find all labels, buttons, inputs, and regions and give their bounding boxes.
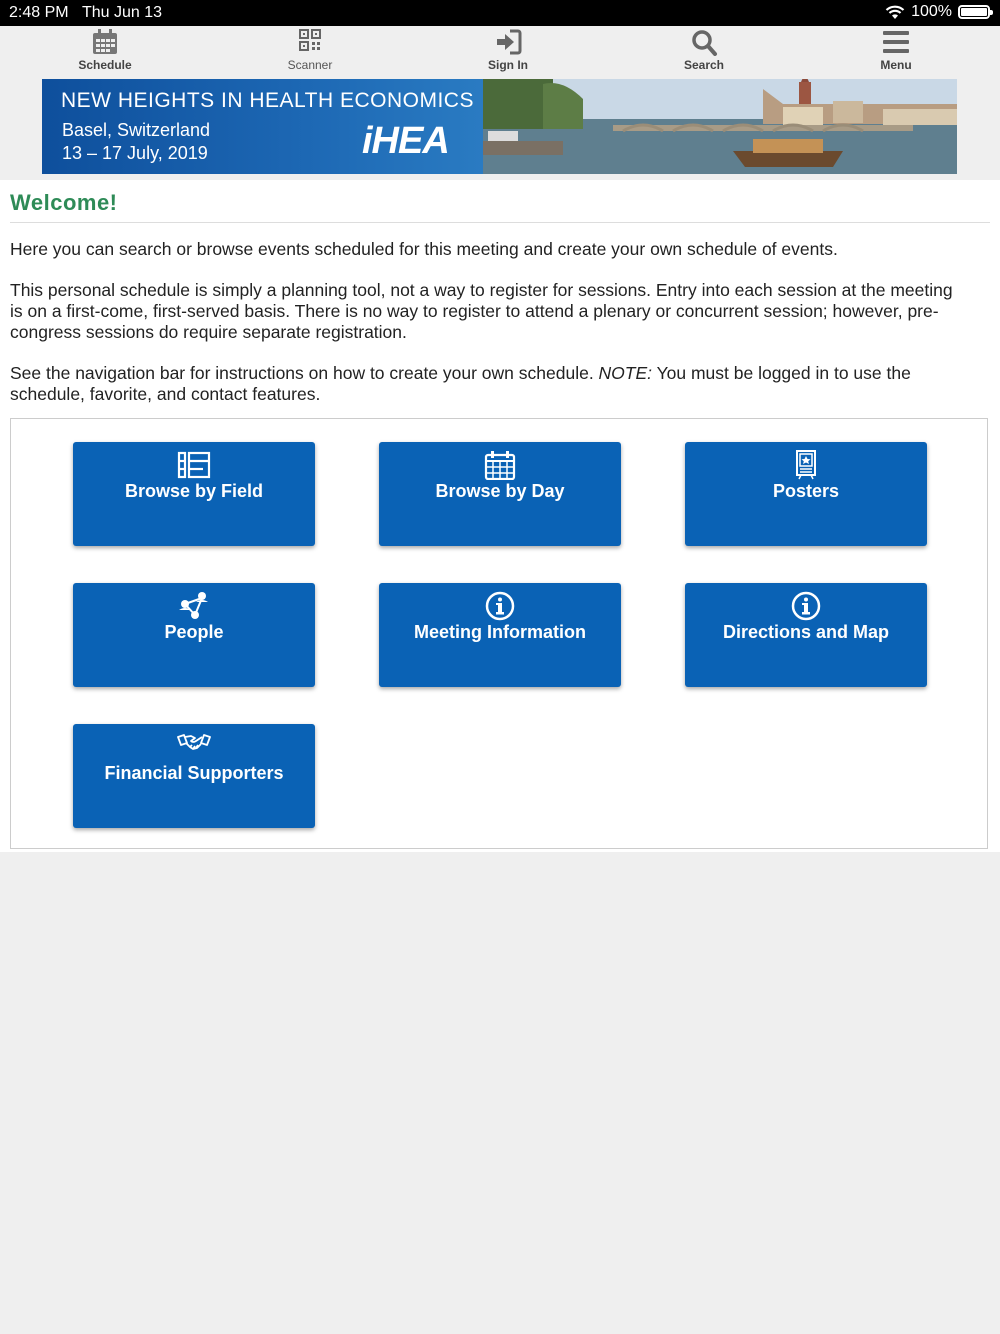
- status-bar: [0, 0, 1000, 26]
- schedule-info-paragraph: This personal schedule is simply a planning tool, not a way to register for sessions. Entry into each session at the meeting is on a first-come, first-served basis. There is no way to register to attend a plenary or concurrent session; however, pre-congress sessions do require separate registration.: [10, 280, 953, 342]
- main-content: [0, 180, 1000, 852]
- conference-banner: [42, 79, 957, 174]
- top-nav: [0, 26, 1000, 76]
- nav-sign-in[interactable]: [448, 26, 568, 76]
- info-icon: [789, 591, 823, 621]
- wifi-icon: [885, 4, 905, 20]
- hamburger-menu-icon: [881, 28, 911, 56]
- browse-by-day-label: Browse by Day: [435, 481, 565, 501]
- nav-menu-label: Menu: [880, 58, 912, 72]
- info-icon: [483, 591, 517, 621]
- field-list-icon: [177, 450, 211, 480]
- search-icon: [689, 28, 719, 56]
- nav-search[interactable]: [644, 26, 764, 76]
- calendar-icon: [483, 450, 517, 480]
- browse-by-field-button[interactable]: [73, 442, 315, 546]
- financial-supporters-label: Financial Supporters: [104, 763, 284, 783]
- divider: [10, 222, 990, 223]
- nav-scanner[interactable]: [250, 26, 370, 76]
- financial-supporters-button[interactable]: [73, 724, 315, 828]
- basel-river-photo: [483, 79, 957, 174]
- battery-percent: 100%: [911, 3, 952, 20]
- people-button[interactable]: [73, 583, 315, 687]
- browse-by-day-button[interactable]: [379, 442, 621, 546]
- meeting-information-button[interactable]: [379, 583, 621, 687]
- nav-schedule-label: Schedule: [78, 58, 132, 72]
- page-title: Welcome!: [10, 190, 118, 215]
- meeting-information-label: Meeting Information: [414, 622, 586, 642]
- banner-dates: 13 – 17 July, 2019: [62, 143, 208, 163]
- posters-label: Posters: [772, 481, 840, 501]
- directions-and-map-button[interactable]: [685, 583, 927, 687]
- ihea-logo: iHEA: [362, 120, 449, 162]
- status-time: 2:48 PM Thu Jun 13: [9, 4, 162, 21]
- banner-location: Basel, Switzerland: [62, 120, 211, 140]
- calendar-icon: [90, 28, 120, 56]
- banner-text-panel: [42, 79, 483, 174]
- nav-scanner-label: Scanner: [287, 58, 333, 72]
- poster-icon: [789, 450, 823, 480]
- intro-paragraph: Here you can search or browse events scheduled for this meeting and create your own schedule of events.: [10, 239, 838, 259]
- handshake-icon: [177, 732, 211, 762]
- nav-menu[interactable]: [836, 26, 956, 76]
- nav-search-label: Search: [683, 58, 725, 72]
- battery-icon: [958, 5, 990, 19]
- qr-code-icon: [295, 28, 325, 56]
- directions-and-map-label: Directions and Map: [722, 622, 890, 642]
- posters-button[interactable]: [685, 442, 927, 546]
- people-network-icon: [177, 591, 211, 621]
- nav-sign-in-label: Sign In: [488, 58, 528, 72]
- navigation-note-paragraph: See the navigation bar for instructions on how to create your own schedule. NOTE: You must be logged in to use the schedule, favorite, and contact features.: [10, 363, 911, 404]
- note-label: NOTE:: [598, 363, 653, 383]
- tile-grid: [10, 418, 988, 849]
- nav-schedule[interactable]: [45, 26, 165, 76]
- banner-title: NEW HEIGHTS IN HEALTH ECONOMICS: [61, 89, 474, 112]
- people-label: People: [164, 622, 224, 642]
- status-right: [885, 3, 990, 21]
- sign-in-icon: [493, 28, 523, 56]
- browse-by-field-label: Browse by Field: [124, 481, 264, 501]
